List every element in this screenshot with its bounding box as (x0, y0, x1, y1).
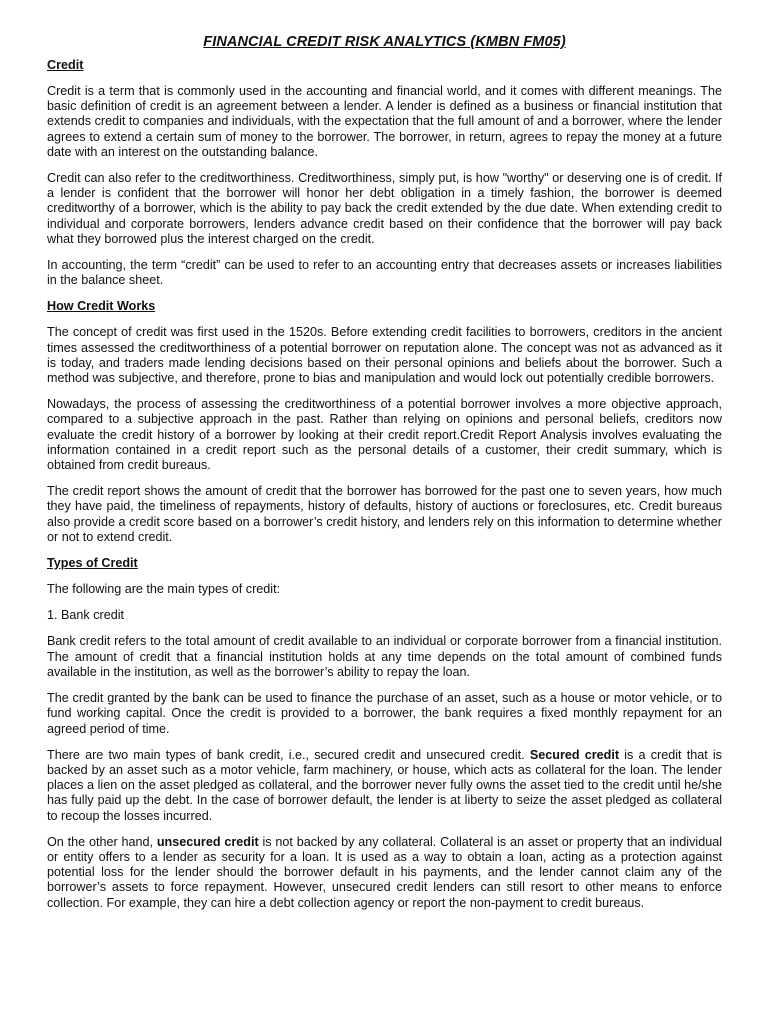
paragraph-accounting-credit: In accounting, the term “credit” can be used to refer to an accounting entry that decreases assets or increases liabilities in the balance sheet. (47, 258, 722, 288)
text-span: On the other hand, (47, 834, 157, 849)
paragraph-credit-assessment: Nowadays, the process of assessing the creditworthiness of a potential borrower involves a more objective approach, compared to a subjective approach in the past. Rather than relying on opinions and personal beliefs, creditors now evaluate the credit history of a borrower by looking at their credit report.Credit Report Analysis involves evaluating the information contained in a credit report such as the personal details of a customer, their credit summary, which is obtained from credit bureaus. (47, 397, 722, 473)
paragraph-credit-definition: Credit is a term that is commonly used in the accounting and financial world, and it comes with different meanings. The basic definition of credit is an agreement between a lender. A lender is defined as a business or financial institution that extends credit to companies and individuals, with the expectation that the full amount of and a borrower, where the lender agrees to extend a certain sum of money to the borrower. The borrower, in return, agrees to repay the money at a future date with an interest on the outstanding balance. (47, 84, 722, 159)
paragraph-bank-credit-usage: The credit granted by the bank can be used to finance the purchase of an asset, such as a house or motor vehicle, or to fund working capital. Once the credit is provided to a borrower, the bank requires a fixed monthly repayment for an agreed period of time. (47, 691, 722, 736)
paragraph-secured-credit (47, 748, 722, 824)
term-secured-credit: Secured credit (529, 747, 620, 762)
section-heading-credit: Credit (47, 58, 84, 72)
text-span: There are two main types of bank credit, i.e., secured credit and unsecured credit. (47, 747, 530, 762)
section-heading-how-credit-works: How Credit Works (47, 299, 156, 314)
paragraph-creditworthiness: Credit can also refer to the creditworthiness. Creditworthiness, simply put, is how "worthy" or deserving one is of credit. If a lender is confident that the borrower will honor her debt obligation in a timely fashion, the borrower is deemed creditworthy of a borrower, which is the ability to pay back the credit extended by the due date. When extending credit to individual and corporate borrowers, lenders advance credit based on their confidence that the borrower will pay back what they borrowed plus the interest charged on the credit. (47, 171, 722, 246)
paragraph-bank-credit: Bank credit refers to the total amount of credit available to an individual or corporate borrower from a financial institution. The amount of credit that a financial institution holds at any time depends on the total amount of combined funds available in the institution, as well as the borrower’s ability to repay the loan. (47, 634, 722, 679)
term-unsecured-credit: unsecured credit (156, 834, 259, 849)
paragraph-credit-history: The concept of credit was first used in the 1520s. Before extending credit facilities to borrowers, creditors in the ancient times assessed the creditworthiness of a potential borrower on reputation alone. The concept was not as advanced as it is today, and traders made lending decisions based on their personal opinions and beliefs about the borrower. Such a method was subjective, and therefore, prone to bias and manipulation and would lock out potentially credible borrowers. (47, 325, 722, 386)
paragraph-credit-report: The credit report shows the amount of credit that the borrower has borrowed for the past one to seven years, how much they have paid, the timeliness of repayments, history of defaults, history of auctions or foreclosures, etc. Credit bureaus also provide a credit score based on a borrower’s credit history, and lenders rely on this information to determine whether or not to extend credit. (47, 484, 722, 544)
paragraph-types-intro: The following are the main types of credit: (47, 582, 281, 597)
text-span: is a credit that is backed by an asset such as a motor vehicle, farm machinery, or house, which acts as collateral for the loan. The lender places a lien on the asset pledged as collateral, and the borrower never fully owns the asset tied to the credit until he/she has fully paid up the debt. In the case of borrower default, the lender is at liberty to seize the asset pledged as collateral to recoup the losses incurred. (47, 747, 722, 823)
text-span: is not backed by any collateral. Collateral is an asset or property that an individual or entity offers to a lender as security for a loan. It is used as a way to obtain a loan, acting as a protection against potential loss for the lender should the borrower default in his payments, and the lender cannot claim any of the borrower’s assets to force repayment. However, unsecured credit lenders can still resort to other means to enforce collection. For example, they can hire a debt collection agency or report the non-payment to credit bureaus. (47, 834, 723, 910)
paragraph-unsecured-credit (47, 835, 722, 911)
page-title: FINANCIAL CREDIT RISK ANALYTICS (KMBN FM05) (203, 34, 566, 50)
list-item-bank-credit: 1. Bank credit (47, 608, 125, 623)
section-heading-types-of-credit: Types of Credit (47, 556, 138, 571)
